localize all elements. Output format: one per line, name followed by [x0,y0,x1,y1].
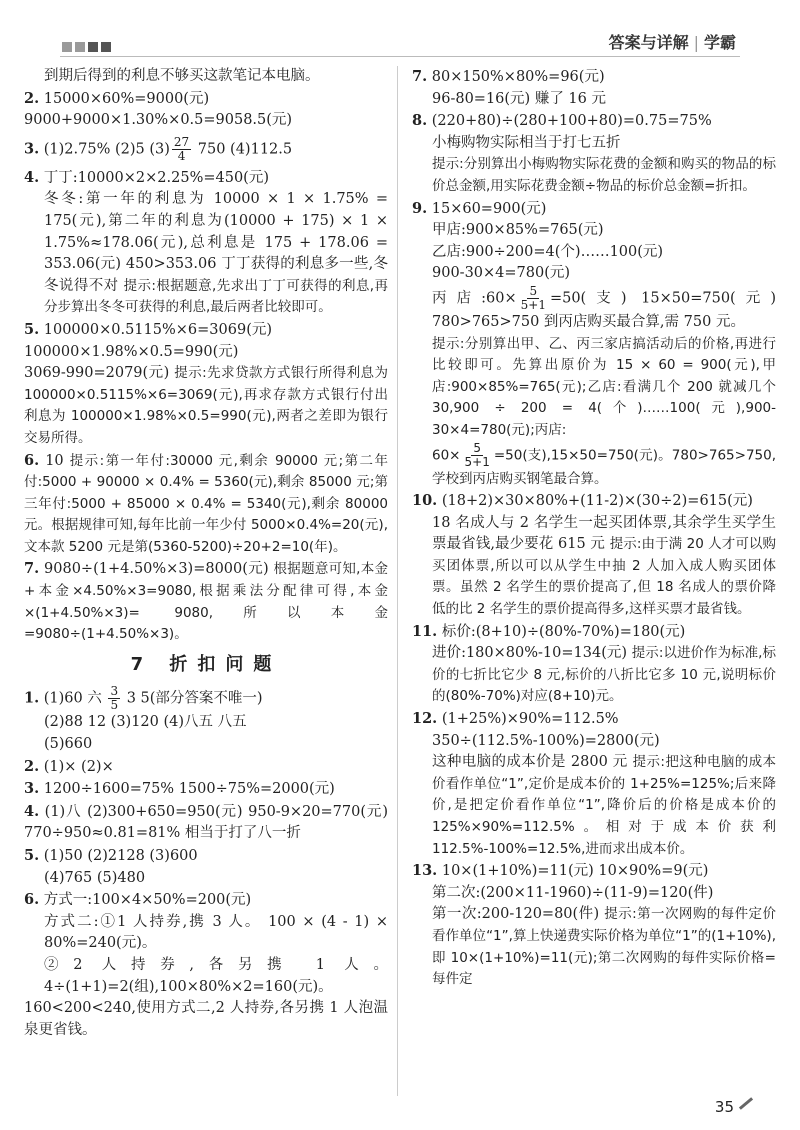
answer-text: 3 5(部分答案不唯一) [126,690,263,707]
answer-item-13 [412,860,776,883]
deco-square [62,42,72,52]
answer-text: (1)60 六 [43,690,102,707]
item-number: 4. [24,802,40,820]
fraction [463,442,492,469]
item-number: 2. [24,757,40,775]
hint-text: 提示:第一次网购的每件定价看作单位“1”,算上快递费实际价格为单位“1”的(1+10%),即 10×(1+10%)=11(元);第二次网购的每件实际价格=每件定 [432,906,776,988]
answer-text: 小梅购物实际相当于打七五折 [432,134,621,151]
hint-body: =50(支),15×50=750(元)。780>765>750,学校到丙店购买钢笔最合算。 [432,447,776,487]
answer-item-7 [24,558,388,645]
right-column [412,66,776,991]
item-number: 7. [24,560,40,578]
item-number: 13. [412,862,438,880]
fraction-denominator: 5+1 [464,454,490,469]
item-number: 3. [24,140,40,158]
answer-item-9 [412,198,776,221]
answer-body: 冬冬:第一年的利息为 10000 × 1 × 1.75% = 175(元),第二年的利息为(10000 + 175) × 1 × 1.75%≈178.06(元),总利息是 175 + 178.06 = 353.06(元) 450>353.06 丁丁获得的利息多一些,冬冬说得不对 [44,191,388,294]
answer-item-4 [24,801,388,845]
answer-text: 甲店:900×85%=765(元) [432,222,604,239]
hint-text: 提示:把这种电脑的成本价看作单位“1”,定价是成本价的 1+25%=125%;后来降价,是把定价看作单位“1”,降价后的价格是成本价的 125%×90%=112.5%。相对于成本价获利 112.5%-100%=12.5%,进而求出成本价。 [432,754,777,857]
answer-item-6 [24,889,388,912]
header-decoration [62,42,111,52]
answer-text: 160<200<240,使用方式二,2 人持券,各另携 1 人泡温泉更省钱。 [24,1000,388,1038]
item-number: 8. [412,112,428,130]
item-number: 12. [412,710,438,728]
answer-text: (1)50 (2)2128 (3)600 [43,848,198,864]
answer-body: 进价:180×80%-10=134(元) [432,645,628,662]
answer-text: 900-30×4=780(元) [432,265,571,282]
left-column [24,66,388,1041]
answer-text [24,363,388,449]
answer-item-10 [412,490,776,513]
answer-item-4 [24,167,388,190]
answer-item-3 [24,778,388,801]
answer-text: (2)88 12 (3)120 (4)八五 八五 [44,714,247,731]
answer-text: 15×60=900(元) [431,200,547,217]
hint-text: 提示:分别算出小梅购物实际花费的金额和购买的物品的标价总金额,用实际花费金额÷物品的标价总金额=折扣。 [432,156,776,194]
item-number: 5. [24,847,40,864]
hint-text: 提示:由于满 20 人才可以购买团体票,所以可以从学生中抽 2 人加入成人购买团体票。虽然 2 名学生的票价提高了,但 18 名成人的票价降低的比 2 名学生的票价提高得多,这样买票才最省钱。 [432,536,777,618]
answer-item-8 [412,110,776,133]
fraction [519,285,548,312]
answer-text: (5)660 [44,736,93,753]
column-divider [397,66,398,1096]
answer-item-11 [412,621,776,644]
hint-body: 60× [432,447,461,463]
answer-body: =50(支) 15×50=750(元) 780>765>750 到丙店购买最合算,需 750 元。 [432,290,776,330]
answer-text: (1)2.75% (2)5 (3) [43,141,170,158]
deco-square [88,42,98,52]
fraction-denominator: 5+1 [520,297,546,312]
answer-item-5 [24,845,388,868]
fraction-numerator: 5 [473,440,481,455]
answer-text: 10×(1+10%)=11(元) 10×90%=9(元) [441,863,709,880]
answer-text: (1+25%)×90%=112.5% [441,711,619,728]
answer-text: (1)八 (2)300+650=950(元) 950-9×20=770(元) 770÷950≈0.81=81% 相当于打了八一折 [24,803,388,842]
answer-text: 15000×60%=9000(元) [43,90,210,107]
section-title: 7 折扣问题 [130,653,282,675]
answer-text: 9080÷(1+4.50%×3)=8000(元) [44,561,269,578]
answer-text: 80×150%×80%=96(元) [431,69,605,85]
brand-right-label: 学霸 [703,33,736,52]
answer-body: 3069-990=2079(元) [24,365,170,382]
answer-text: 9000+9000×1.30%×0.5=9058.5(元) [24,112,293,129]
item-number: 2. [24,89,40,107]
fraction-denominator: 5 [110,698,119,713]
answer-text [412,643,776,708]
answer-item-12 [412,708,776,731]
item-number: 4. [24,168,40,186]
fraction [108,685,120,712]
item-number: 11. [412,622,438,640]
answer-text: 方式一:100×4×50%=200(元) [43,892,252,909]
answer-text [412,752,776,860]
answer-body: 18 名成人与 2 名学生一起买团体票,其余学生买学生票最省钱,最少要花 615 元 [432,514,776,553]
deco-square [75,42,85,52]
answer-text: 750 (4)112.5 [197,141,293,158]
fraction-denominator: 4 [177,148,186,163]
answer-text: 丁丁:10000×2×2.25%=450(元) [43,169,269,186]
hint-text [412,442,776,491]
page-number: 35 [714,1098,734,1116]
answer-item-5 [24,319,388,342]
brand-left-label: 答案与详解 [608,33,689,52]
item-number: 3. [24,780,40,798]
answer-body: 丙店:60× [432,290,517,307]
brand-separator: | [693,33,699,52]
hint-text: 提示:根据题意,先求出丁丁可获得的利息,再分步算出冬冬可获得的利息,最后两者比较即可。 [44,277,389,316]
deco-square [101,42,111,52]
answer-body: 第一次:200-120=80(件) [432,906,600,923]
answer-text [412,513,776,621]
answer-item-3 [24,136,388,163]
answer-item-2 [24,756,388,779]
item-number: 10. [412,492,438,510]
header-rule [60,56,740,57]
answer-text: 100000×0.5115%×6=3069(元) [43,321,273,338]
item-number: 6. [24,891,40,909]
answer-item-2 [24,88,388,111]
answer-text [412,904,776,990]
answer-item-1 [24,685,388,712]
fraction-numerator: 27 [173,134,190,149]
header-brand [609,30,736,53]
answer-text: 10 [45,452,64,469]
answer-text: 第二次:(200×11-1960)÷(11-9)=120(件) [432,884,714,901]
answer-text: 100000×1.98%×0.5=990(元) [24,343,239,360]
answer-text [24,189,388,319]
item-number: 5. [24,320,40,338]
item-number: 9. [412,199,428,217]
answer-item-7 [412,66,776,89]
answer-text: 350÷(112.5%-100%)=2800(元) [432,732,660,749]
hint-text: 提示:分别算出甲、乙、丙三家店搞活动后的价格,再进行比较即可。先算出原价为 15 × 60 = 900(元),甲店:900×85%=765(元);乙店:看满几个 200 就减几个 30,900 ÷ 200 = 4(个)……100(元),900-30×4=780(元);丙店: [432,335,776,438]
answer-text: 标价:(8+10)÷(80%-70%)=180(元) [441,623,686,640]
answer-text [412,285,776,334]
fraction-numerator: 3 [110,684,119,699]
answer-text: (220+80)÷(280+100+80)=0.75=75% [431,113,712,130]
answer-text: (1)× (2)× [43,758,114,775]
answer-text: (4)765 (5)480 [44,869,146,886]
pencil-icon [739,1097,753,1110]
answer-body: 这种电脑的成本价是 2800 元 [432,754,628,771]
answer-text: 1200÷1600=75% 1500÷75%=2000(元) [43,781,335,798]
page-header [0,0,800,58]
hint-text: 根据题意可知,本金+本金×4.50%×3=9080,根据乘法分配律可得,本金×(1+4.50%×3)= 9080,所以本金=9080÷(1+4.50%×3)。 [24,561,389,643]
answer-text: ②2 人持券,各另携 1 人。4÷(1+1)=2(组),100×80%×2=160(元)。 [44,956,388,995]
item-number: 7. [412,68,428,85]
hint-text: 提示:第一年付:30000 元,剩余 90000 元;第二年付:5000 + 90000 × 0.4% = 5360(元),剩余 85000 元;第三年付:5000 + 85000 × 0.4% = 5340(元),剩余 80000 元。根据规律可知,每年比前一年少付 5000×0.4%=20(元),文本款 5200 元是第(5360-5200)÷20+2=10(年)。 [24,452,389,555]
item-number: 1. [24,689,40,707]
hint-text: 提示:以进价作为标准,标价的七折比它少 8 元,标价的八折比它多 10 元,说明标价的(80%-70%)对应(8+10)元。 [432,645,777,705]
answer-item-6 [24,450,388,559]
answer-text: 乙店:900÷200=4(个)……100(元) [432,243,664,260]
item-number: 6. [24,451,40,469]
answer-text: (18+2)×30×80%+(11-2)×(30÷2)=615(元) [441,493,753,510]
answer-text: 96-80=16(元) 赚了 16 元 [432,90,606,107]
text-line: 到期后得到的利息不够买这款笔记本电脑。 [44,68,320,84]
fraction-numerator: 5 [529,283,538,298]
fraction [172,136,191,163]
hint-text: 提示:先求贷款方式银行所得利息为 100000×0.5115%×6=3069(元),再求存款方式银行付出利息为 100000×1.98%×0.5=990(元),两者之差即为银行交易所得。 [24,365,388,446]
answer-text: 方式二:①1 人持券,携 3 人。 100 × (4 - 1) × 80%=240(元)。 [44,913,388,952]
